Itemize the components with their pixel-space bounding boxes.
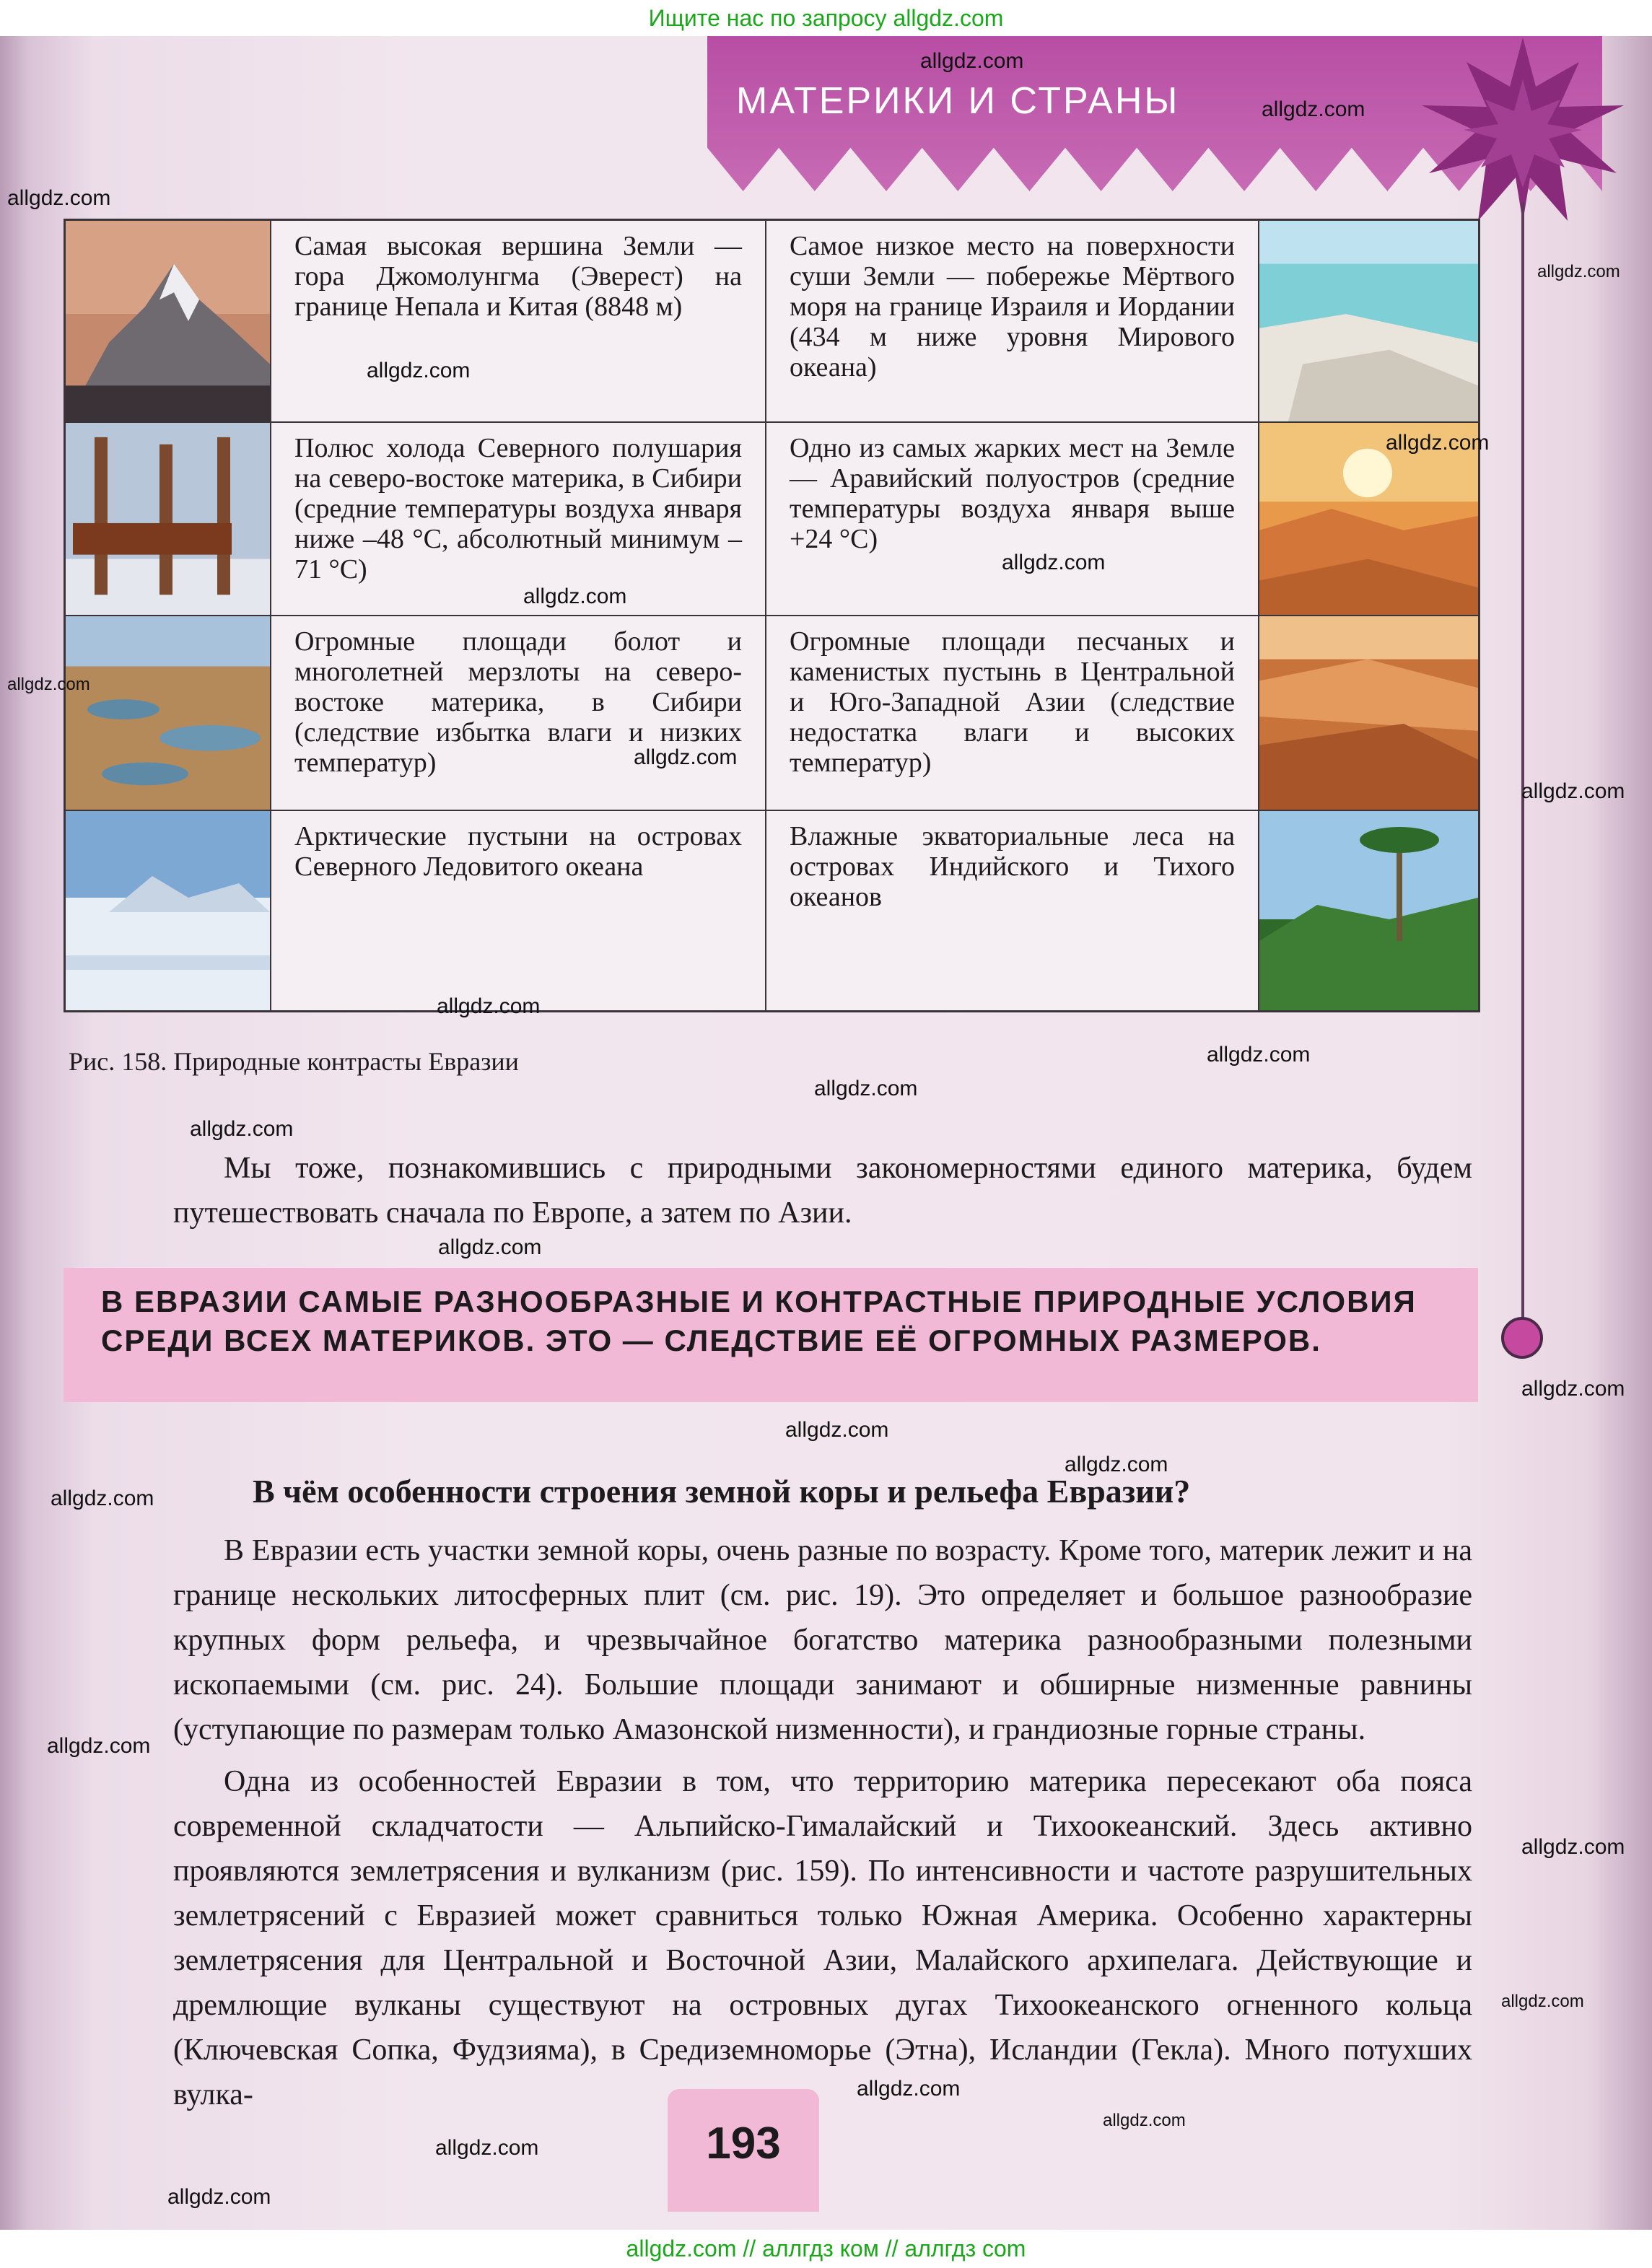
timeline-line (1521, 202, 1524, 1339)
dead-sea-photo (1259, 221, 1478, 421)
dunes-photo (1259, 616, 1478, 810)
watermark: allgdz.com (167, 2185, 271, 2209)
watermark: allgdz.com (1521, 1377, 1625, 1401)
watermark: allgdz.com (438, 1235, 542, 1259)
watermark: allgdz.com (1537, 262, 1620, 281)
watermark: allgdz.com (785, 1418, 889, 1442)
watermark: allgdz.com (7, 186, 111, 210)
watermark: allgdz.com (1521, 1835, 1625, 1859)
intro-paragraph: Мы тоже, познакомившись с природными закономерностями единого материка, будем путешествовать сначала по Европе, а затем по Азии. (173, 1152, 1472, 1230)
watermark: allgdz.com (1002, 551, 1106, 574)
table-row (66, 616, 1478, 811)
page-number: 193 (706, 2119, 781, 2168)
watermark: allgdz.com (7, 675, 90, 694)
arctic-desert-photo (66, 811, 270, 1010)
swamp-photo (66, 616, 270, 810)
watermark: allgdz.com (47, 1734, 151, 1758)
watermark: allgdz.com (190, 1117, 294, 1141)
watermark: allgdz.com (51, 1487, 154, 1510)
table-cell-text: Одно из самых жарких мест на Земле — Аравийский полуостров (средние температуры воздуха января выше +24 °С) (790, 433, 1235, 554)
table-cell-text: Огромные площади песчаных и каменистых пустынь в Центральной и Юго-Западной Азии (следствие недостатка влаги и высоких температур) (790, 626, 1235, 778)
watermark: allgdz.com (814, 1077, 918, 1100)
oymyakon-sign-photo (66, 423, 270, 615)
table-cell-text: Огромные площади болот и многолетней мерзлоты на северо-востоке материка, в Сибири (следствие избытка влаги и низких температур) (294, 626, 742, 778)
watermark: allgdz.com (634, 745, 738, 769)
watermark: allgdz.com (1262, 97, 1365, 121)
key-idea-callout: В ЕВРАЗИИ САМЫЕ РАЗНООБРАЗНЫЕ И КОНТРАСТНЫЕ ПРИРОДНЫЕ УСЛОВИЯ СРЕДИ ВСЕХ МАТЕРИКОВ. ЭТО — СЛЕДСТВИЕ ЕЁ ОГРОМНЫХ РАЗМЕРОВ. (64, 1268, 1478, 1402)
watermark: allgdz.com (1521, 779, 1625, 803)
body-paragraph: Одна из особенностей Евразии в том, что территорию материка пересекают оба пояса современной складчатости — Альпийско-Гималайский и Тихоокеанский. Здесь активно проявляются землетрясения и вулканизм (рис. 159). По интенсивности и частоте разрушительных землетрясений с Евразией может сравниться только Южная Америка. Особенно характерны землетрясения для Центральной и Восточной Азии, Малайского архипелага. Действующие и дремлющие вулканы существуют на островных дугах Тихоокеанского огненного кольца (Ключевская Сопка, Фудзияма), в Средиземноморье (Этна), Исландии (Гекла). Много потухших вулка- (173, 1765, 1472, 2111)
watermark: allgdz.com (1501, 1992, 1584, 2011)
table-cell-text: Полюс холода Северного полушария на северо-востоке материка, в Сибири (средние температуры воздуха января ниже –48 °С, абсолютный минимум –71 °С) (294, 433, 742, 584)
table-row (66, 221, 1478, 423)
table-row (66, 811, 1478, 1010)
table-row (66, 423, 1478, 616)
top-banner[interactable]: Ищите нас по запросу allgdz.com (0, 0, 1652, 36)
watermark: allgdz.com (367, 359, 471, 382)
watermark: allgdz.com (857, 2077, 961, 2101)
watermark: allgdz.com (920, 49, 1024, 73)
tropical-forest-photo (1259, 811, 1478, 1010)
section-subheading: В чём особенности строения земной коры и рельефа Евразии? (253, 1473, 1191, 1510)
table-cell-text: Самое низкое место на поверхности суши Земли — побережье Мёртвого моря на границе Израиля и Иордании (434 м ниже уровня Мирового океана) (790, 231, 1235, 382)
figure-caption: Рис. 158. Природные контрасты Евразии (69, 1047, 519, 1076)
table-cell-text: Самая высокая вершина Земли — гора Джомолунгма (Эверест) на границе Непала и Китая (8848 м) (294, 231, 742, 322)
watermark: allgdz.com (435, 2136, 539, 2160)
table-cell-text: Арктические пустыни на островах Северного Ледовитого океана (294, 821, 742, 882)
watermark: allgdz.com (1065, 1453, 1168, 1476)
body-paragraph: В Евразии есть участки земной коры, очень разные по возрасту. Кроме того, материк лежит и на границе нескольких литосферных плит (см. рис. 19). Это определяет и большое разнообразие крупных форм рельефа, и чрезвычайное богатство материка разнообразными полезными ископаемыми (см. рис. 24). Большие площади занимают и обширные низменные равнины (уступающие по размерам только Амазонской низменности), и грандиозные горные страны. (173, 1534, 1472, 1746)
watermark: allgdz.com (523, 584, 627, 608)
bottom-banner[interactable]: allgdz.com // аллгдз ком // аллгдз com (0, 2230, 1652, 2268)
timeline-dot (1501, 1317, 1543, 1359)
watermark: allgdz.com (1386, 431, 1490, 455)
watermark: allgdz.com (1103, 2111, 1186, 2130)
star-icon (1415, 36, 1631, 224)
section-title: МАТЕРИКИ И СТРАНЫ (736, 80, 1180, 122)
nature-contrasts-table (64, 219, 1480, 1012)
watermark: allgdz.com (437, 994, 541, 1018)
table-cell-text: Влажные экваториальные леса на островах Индийского и Тихого океанов (790, 821, 1235, 912)
mountain-photo (66, 221, 270, 421)
watermark: allgdz.com (1207, 1043, 1311, 1067)
